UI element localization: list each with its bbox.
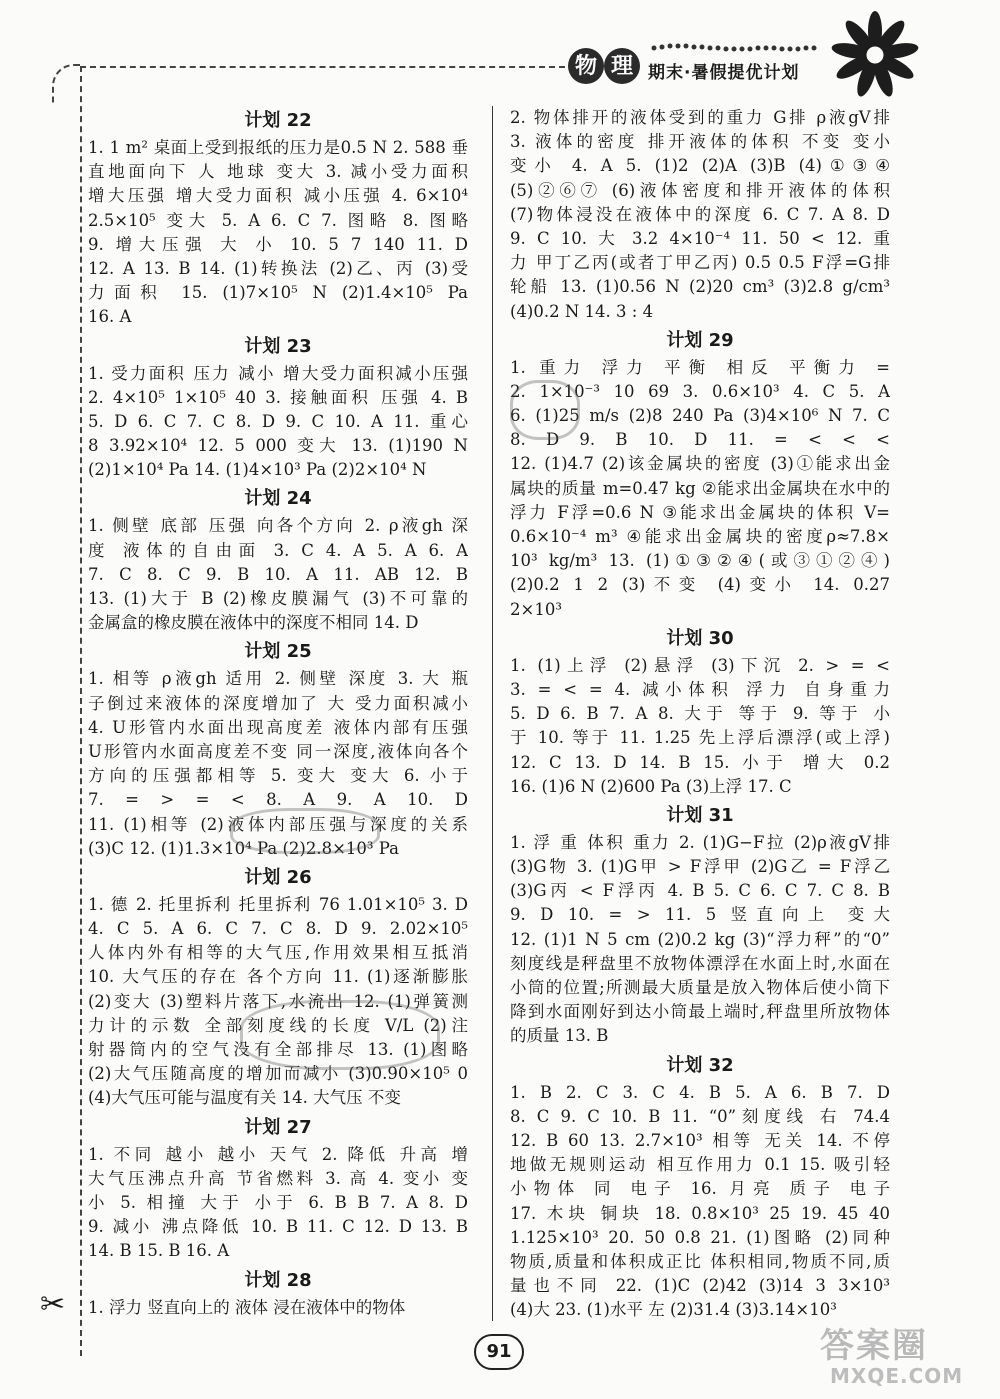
answer-line: (4)大 23. (1)水平 左 (2)31.4 (3)3.14×10³: [510, 1300, 837, 1320]
answer-column-right: [510, 106, 890, 1324]
answer-line: (4)大气压可能与温度有关 14. 大气压 不变: [88, 1088, 401, 1108]
plan-section: [88, 484, 468, 635]
answer-line: 小筒的位置;所测最大质量是放入物体后使小筒下: [510, 978, 890, 997]
plan-title: 计划 23: [244, 335, 312, 357]
answer-line: 12. C 13. D 14. B 15. 小于 增大 0.2: [510, 752, 890, 772]
ink-stamp: [240, 1000, 440, 1070]
dashed-border-top: [80, 66, 565, 68]
answer-line: 1. 重力 浮力 平衡 相反 平衡力 =: [510, 357, 890, 377]
plan-section: [510, 326, 890, 622]
answer-line: 2. 物体排开的液体受到的重力 G排 ρ液gV排: [510, 108, 890, 127]
answer-line: 1. B 2. C 3. C 4. B 5. A 6. B 7. D: [510, 1082, 890, 1102]
answer-line: (2)变大 (3)塑料片落下,水流出 12. (1)弹簧测: [88, 991, 468, 1011]
answer-line: (3)C 12. (1)1.3×10⁴ Pa (2)2.8×10³ Pa: [88, 838, 399, 858]
answer-line: 10. 大气压的存在 各个方向 11. (1)逐渐膨胀: [88, 967, 468, 987]
answer-line: 7. C 8. C 9. B 10. A 11. AB 12. B: [88, 564, 468, 584]
answer-line: (2)1×10⁴ Pa 14. (1)4×10³ Pa (2)2×10⁴ N: [88, 460, 427, 480]
answer-line: 8. C 9. C 10. B 11. “0”刻度线 右 74.4: [510, 1106, 890, 1126]
scissors-icon: ✂: [40, 1287, 66, 1322]
answer-line: (4)0.2 N 14. 3 : 4: [510, 301, 654, 321]
answer-line: 9. 减小 沸点降低 10. B 11. C 12. D 13. B: [88, 1217, 468, 1237]
plan-title: 计划 22: [244, 110, 312, 131]
answer-line: 1. 1 m² 桌面上受到报纸的压力是0.5 N 2. 588 垂: [88, 138, 468, 157]
answer-line: 9. 增大压强 大 小 10. 5 7 140 11. D: [88, 234, 468, 254]
answer-line: 12. A 13. B 14. (1)转换法 (2)乙、丙 (3)受: [88, 258, 468, 278]
series-title: 期末·暑假提优计划: [648, 63, 800, 83]
watermark-logo: 答案圈: [820, 1326, 928, 1366]
answer-line: 物质,质量和体积成正比 体积相同,物质不同,质: [510, 1251, 890, 1271]
subject-badge-2: 理: [604, 48, 640, 84]
plan-title: 计划 24: [244, 488, 312, 510]
column-divider: [492, 106, 493, 1321]
answer-line: U形管内水面高度差不变 同一深度,液体向各个: [88, 741, 468, 761]
answer-line: 17. 木块 铜块 18. 0.8×10³ 25 19. 45 40: [510, 1203, 890, 1223]
answer-line: (3)G丙 < F浮丙 4. B 5. C 6. C 7. C 8. B: [510, 881, 890, 901]
ink-stamp: [230, 808, 380, 854]
answer-line: 9. C 10. 大 3.2 4×10⁻⁴ 11. 50 < 12. 重: [510, 228, 890, 248]
answer-line: 力 甲丁乙丙(或者丁甲乙丙) 0.5 0.5 F浮=G排: [510, 253, 890, 273]
plan-section: [88, 1113, 468, 1264]
watermark: [820, 1318, 995, 1394]
answer-line: 1. 不同 越小 越小 天气 2. 降低 升高 增: [88, 1144, 468, 1164]
answer-line: 1.125×10³ 20. 50 0.8 21. (1)图略 (2)同种: [510, 1227, 890, 1247]
answer-line: 0.6×10⁻⁴ m³ ④能求出金属块的密度ρ≈7.8×: [510, 527, 890, 546]
answer-line: 降到水面刚好到达小筒最上端时,秤盘里所放物体: [510, 1002, 890, 1022]
answer-line: 2.5×10⁵ 变大 5. A 6. C 7. 图略 8. 图略: [88, 210, 468, 230]
answer-line: 3. = < = 4. 减小体积 浮力 自身重力: [510, 679, 890, 699]
header-dot-chain: [650, 42, 820, 54]
answer-line: 度 液体的自由面 3. C 4. A 5. A 6. A: [88, 540, 468, 560]
answer-line: 12. B 60 13. 2.7×10³ 相等 无关 14. 不停: [510, 1130, 890, 1150]
answer-line: 11. (1)相等 (2)液体内部压强与深度的关系: [88, 814, 468, 834]
answer-line: 直地面向下 人 地球 变大 3. 减小受力面积: [88, 162, 468, 182]
answer-line: 1. 浮 重 体积 重力 2. (1)G−F拉 (2)ρ液gV排: [510, 832, 890, 852]
plan-title: 计划 28: [244, 1269, 312, 1291]
answer-line: (7)物体浸没在液体中的深度 6. C 7. A 8. D: [510, 204, 890, 224]
answer-line: 14. B 15. B 16. A: [88, 1241, 230, 1261]
plan-section: [88, 332, 468, 483]
answer-line: 射器筒内的空气没有全部排尽 13. (1)图略: [88, 1040, 468, 1059]
answer-line: 6. (1)25 m/s (2)8 240 Pa (3)4×10⁶ N 7. C: [510, 406, 890, 426]
plan-title: 计划 32: [666, 1054, 734, 1076]
answer-line: 1. (1)上浮 (2)悬浮 (3)下沉 2. > = <: [510, 655, 890, 675]
answer-line: 4. C 5. A 6. C 7. C 8. D 9. 2.02×10⁵: [88, 919, 468, 939]
answer-line: 8 3.92×10⁴ 12. 5 000 变大 13. (1)190 N: [88, 436, 468, 456]
answer-line: 1. 德 2. 托里拆利 托里拆利 76 1.01×10⁵ 3. D: [88, 894, 468, 914]
plan-section: [88, 1266, 468, 1320]
answer-line: 属块的质量 m=0.47 kg ②能求出金属块在水中的: [510, 478, 890, 498]
answer-line: 5. D 6. B 7. A 8. 大于 等于 9. 等于 小: [510, 704, 890, 724]
answer-line: 小 5. 相撞 大于 小于 6. B B 7. A 8. D: [88, 1192, 468, 1212]
plan-section: [510, 106, 890, 324]
answer-line: 的质量 13. B: [510, 1026, 609, 1046]
answer-line: 9. D 10. = > 11. 5 竖直向上 变大: [510, 905, 890, 925]
flower-icon: [830, 10, 920, 100]
answer-line: 5. D 6. C 7. C 8. D 9. C 10. A 11. 重心: [88, 411, 468, 431]
answer-line: (2)0.2 1 2 (3)不变 (4)变小 14. 0.27: [510, 575, 890, 595]
plan-title: 计划 27: [244, 1116, 312, 1138]
answer-line: 人体内外有相等的大气压,作用效果相互抵消: [88, 943, 468, 963]
subject-badge-1: 物: [568, 48, 604, 84]
answer-line: 7. = > = < 8. A 9. A 10. D: [88, 790, 468, 810]
answer-line: 16. (1)6 N (2)600 Pa (3)上浮 17. C: [510, 776, 792, 796]
dashed-border-corner: [52, 64, 82, 104]
answer-line: 2. 4×10⁵ 1×10⁵ 40 3. 接触面积 压强 4. B: [88, 387, 468, 407]
plan-section: [88, 106, 468, 330]
answer-line: 小物体 同 电子 16. 月亮 质子 电子: [510, 1179, 890, 1199]
answer-line: (2)大气压随高度的增加而减小 (3)0.90×10⁵ 0: [88, 1064, 468, 1084]
answer-line: 方向的压强都相等 5. 变大 变大 6. 小于: [88, 766, 468, 786]
answer-line: 量也不同 22. (1)C (2)42 (3)14 3 3×10³: [510, 1276, 890, 1296]
answer-line: 1. 侧壁 底部 压强 向各个方向 2. ρ液gh 深: [88, 516, 468, 536]
answer-line: 3. 液体的密度 排开液体的体积 不变 变小: [510, 132, 890, 152]
answer-line: 2. 1×10⁻³ 10 69 3. 0.6×10³ 4. C 5. A: [510, 381, 890, 401]
plan-title: 计划 26: [244, 866, 312, 888]
answer-line: 刻度线是秤盘里不放物体漂浮在水面上时,水面在: [510, 953, 890, 973]
plan-section: [510, 1051, 890, 1323]
plan-title: 计划 31: [666, 804, 734, 826]
plan-section: [510, 624, 890, 799]
answer-line: 轮船 13. (1)0.56 N (2)20 cm³ (3)2.8 g/cm³: [510, 277, 890, 297]
page-number: 91: [474, 1334, 524, 1370]
answer-line: 12. (1)1 N 5 cm (2)0.2 kg (3)“浮力秤”的“0”: [510, 929, 890, 949]
answer-line: 大气压沸点升高 节省燃料 3. 高 4. 变小 变: [88, 1168, 468, 1188]
dashed-border-left: [80, 66, 82, 1356]
answer-line: (3)G物 3. (1)G甲 > F浮甲 (2)G乙 = F浮乙: [510, 857, 890, 877]
answer-line: 8. D 9. B 10. D 11. = < < <: [510, 430, 890, 450]
answer-line: 1. 相等 ρ液gh 适用 2. 侧壁 深度 3. 大 瓶: [88, 669, 468, 689]
answer-line: 浮力 F浮=0.6 N ③能求出金属块的体积 V=: [510, 502, 890, 522]
answer-line: 增大压强 增大受力面积 减小压强 4. 6×10⁴: [88, 186, 468, 206]
answer-line: 4. U形管内水面出现高度差 液体内部有压强: [88, 717, 468, 737]
answer-line: (5)②⑥⑦ (6)液体密度和排开液体的体积: [510, 180, 890, 200]
plan-section: [510, 801, 890, 1049]
answer-line: 1. 受力面积 压力 减小 增大受力面积减小压强: [88, 363, 468, 383]
answer-line: 10³ kg/m³ 13. (1)①③②④(或③①②④): [510, 551, 890, 571]
plan-section: [88, 863, 468, 1111]
ink-stamp: [510, 380, 580, 440]
answer-line: 力计的示数 全部刻度线的长度 V/L (2)注: [88, 1015, 468, 1035]
answer-line: 2×10³: [510, 599, 562, 619]
answer-line: 13. (1)大于 B (2)橡皮膜漏气 (3)不可靠的: [88, 589, 468, 608]
answer-line: 力面积 15. (1)7×10⁵ N (2)1.4×10⁵ Pa: [88, 283, 468, 303]
answer-line: 1. 浮力 竖直向上的 液体 浸在液体中的物体: [88, 1297, 406, 1317]
answer-line: 子倒过来液体的深度增加了 大 受力面积减小: [88, 693, 468, 713]
answer-line: 12. (1)4.7 (2)该金属块的密度 (3)①能求出金: [510, 454, 890, 474]
answer-line: 地做无规则运动 相互作用力 0.1 15. 吸引轻: [510, 1155, 890, 1175]
plan-title: 计划 30: [666, 627, 734, 649]
plan-title: 计划 25: [244, 641, 312, 663]
answer-line: 金属盒的橡皮膜在液体中的深度不相同 14. D: [88, 613, 419, 633]
watermark-url: MXQE.COM: [830, 1364, 964, 1388]
answer-line: 变小 4. A 5. (1)2 (2)A (3)B (4)①③④: [510, 156, 890, 176]
answer-line: 16. A: [88, 307, 132, 327]
answer-line: 于 10. 等于 11. 1.25 先上浮后漂浮(或上浮): [510, 728, 890, 748]
plan-title: 计划 29: [666, 329, 734, 351]
answer-column-left: [88, 106, 468, 1322]
